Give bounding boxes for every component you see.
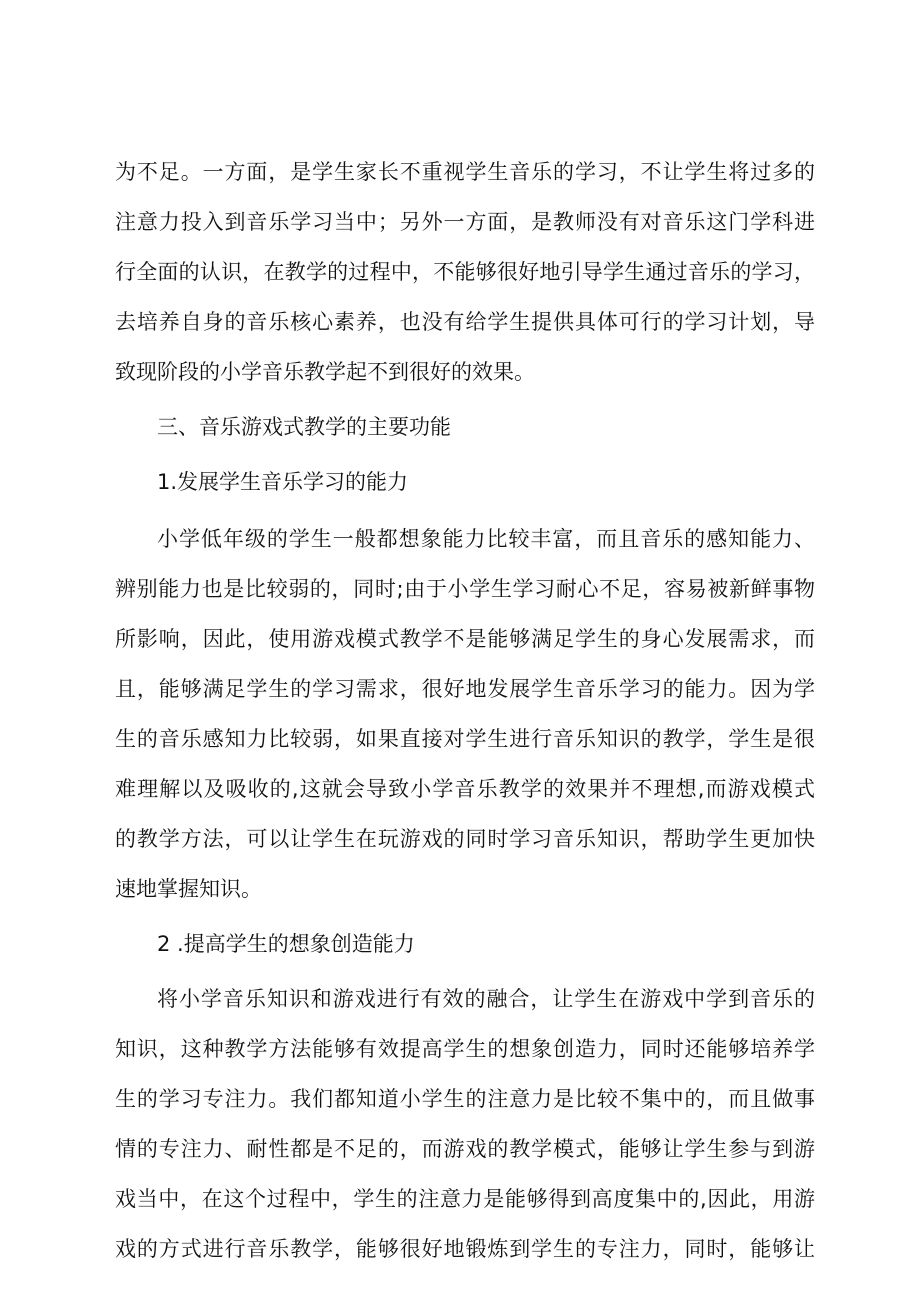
text-line: 知识，这种教学方法能够有效提高学生的想象创造力，同时还能够培养学	[115, 1037, 815, 1061]
text-line: 生的音乐感知力比较弱，如果直接对学生进行音乐知识的教学，学生是很	[115, 727, 815, 751]
text-line: 生的学习专注力。我们都知道小学生的注意力是比较不集中的，而且做事	[115, 1087, 815, 1111]
text-line: 速地掌握知识。	[115, 877, 262, 901]
text-line: 难理解以及吸收的,这就会导致小学音乐教学的效果并不理想,而游戏模式	[115, 777, 815, 801]
text-line: 小学低年级的学生一般都想象能力比较丰富，而且音乐的感知能力、	[157, 527, 815, 551]
text-line: 所影响，因此，使用游戏模式教学不是能够满足学生的身心发展需求，而	[115, 627, 815, 651]
text-line: 情的专注力、耐性都是不足的，而游戏的教学模式，能够让学生参与到游	[115, 1137, 815, 1161]
text-line: 戏的方式进行音乐教学，能够很好地锻炼到学生的专注力，同时，能够让	[115, 1237, 815, 1261]
text-line: 将小学音乐知识和游戏进行有效的融合，让学生在游戏中学到音乐的	[157, 987, 815, 1011]
text-line: 的教学方法，可以让学生在玩游戏的同时学习音乐知识，帮助学生更加快	[115, 827, 815, 851]
text-line: 去培养自身的音乐核心素养，也没有给学生提供具体可行的学习计划，导	[115, 310, 815, 334]
text-line: 且，能够满足学生的学习需求，很好地发展学生音乐学习的能力。因为学	[115, 677, 815, 701]
text-line: 戏当中，在这个过程中，学生的注意力是能够得到高度集中的,因此，用游	[115, 1187, 815, 1211]
subsection-heading-1: 1.发展学生音乐学习的能力	[157, 470, 409, 494]
text-line: 为不足。一方面，是学生家长不重视学生音乐的学习，不让学生将过多的	[115, 160, 815, 184]
text-line: 行全面的认识，在教学的过程中，不能够很好地引导学生通过音乐的学习，	[115, 260, 815, 284]
subsection-heading-2: 2 .提高学生的想象创造能力	[157, 932, 415, 956]
text-line: 致现阶段的小学音乐教学起不到很好的效果。	[115, 360, 535, 384]
text-line: 辨别能力也是比较弱的，同时;由于小学生学习耐心不足，容易被新鲜事物	[115, 577, 815, 601]
section-heading: 三、音乐游戏式教学的主要功能	[157, 415, 451, 439]
text-line: 注意力投入到音乐学习当中；另外一方面，是教师没有对音乐这门学科进	[115, 210, 815, 234]
